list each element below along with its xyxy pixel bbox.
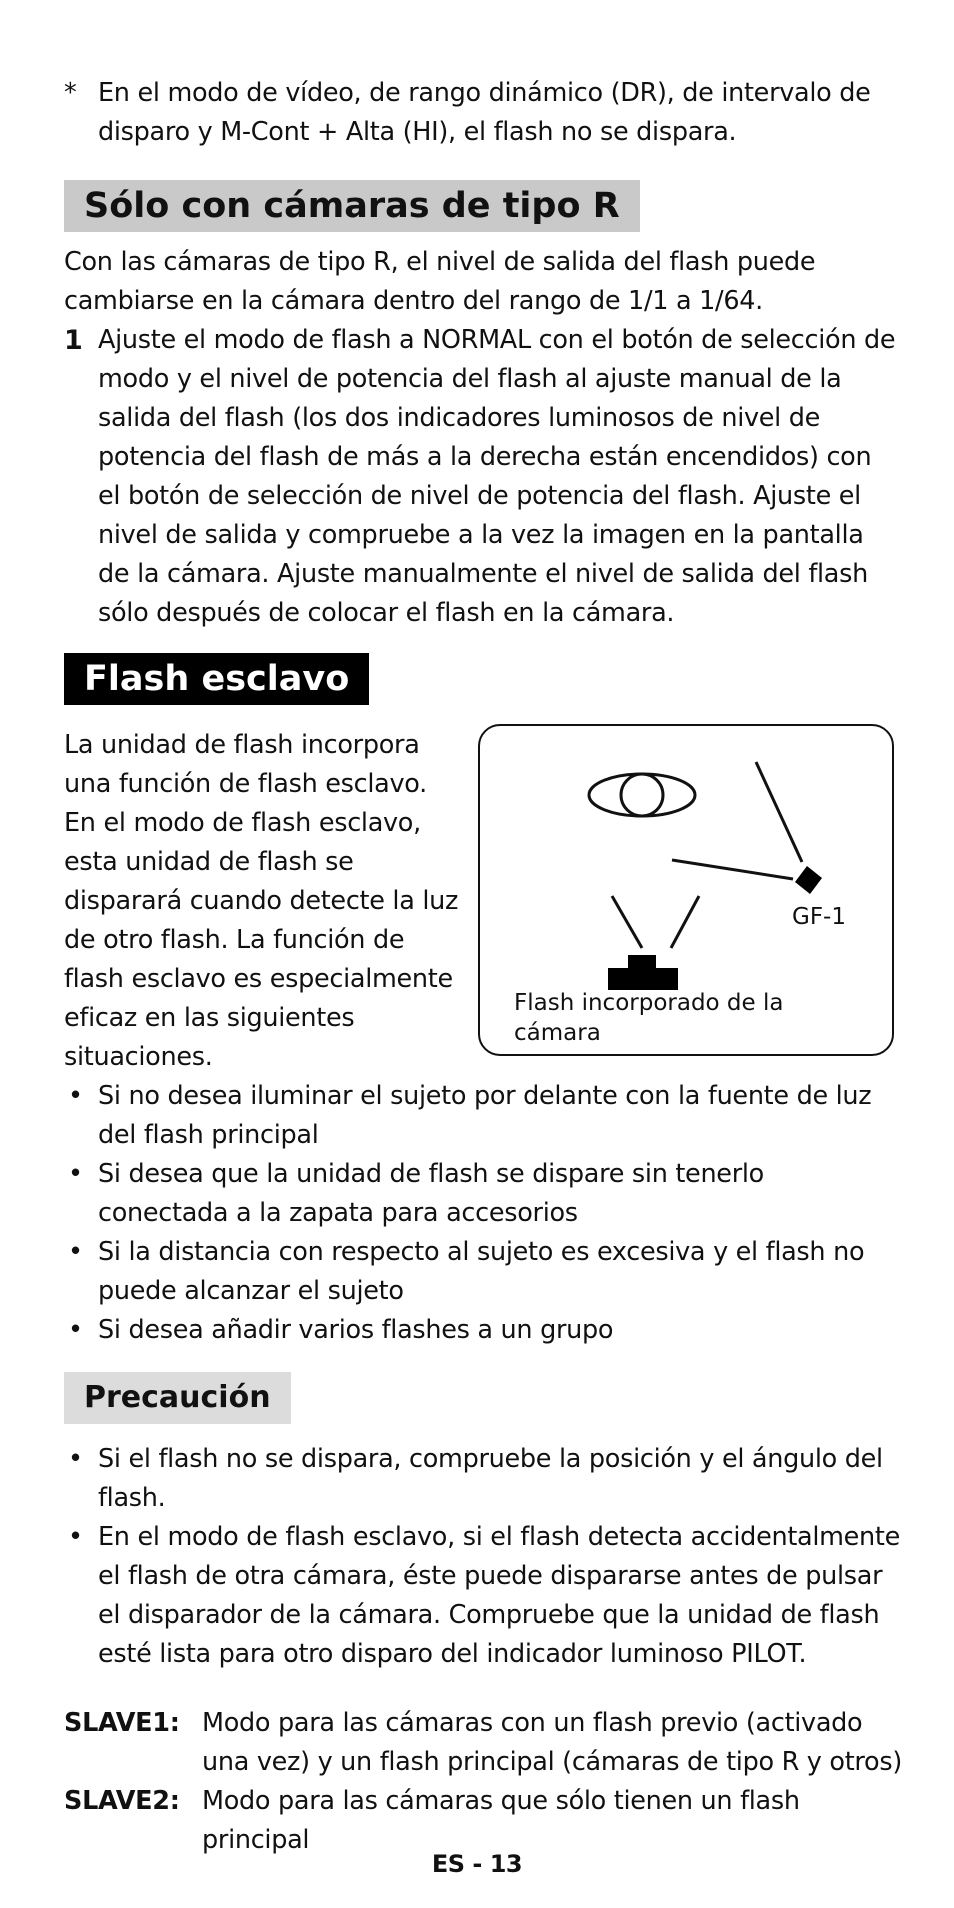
definition-desc: Modo para las cámaras con un flash previo (activado una vez) y un flash principal (cámaras de tipo R y otros) (202, 1708, 902, 1777)
step-number: 1 (64, 325, 83, 356)
section-title-caution: Precaución (64, 1372, 291, 1424)
list-item (64, 1233, 900, 1311)
note-asterisk: * (64, 78, 77, 108)
page-number: ES - 13 (431, 1850, 523, 1878)
camera-body-icon (608, 968, 678, 990)
list-item-text: Si no desea iluminar el sujeto por delante con la fuente de luz del flash principal (98, 1081, 872, 1150)
slave-flash-diagram (478, 724, 894, 1056)
slave-flash-intro: La unidad de flash incorpora una función de flash esclavo. En el modo de flash esclavo, esta unidad de flash se disparará cuando detecte la luz de otro flash. La función de flash esclavo es especialmente eficaz en las siguientes situaciones. (64, 730, 459, 1072)
bullet-glyph: • (68, 1315, 83, 1345)
light-ray-upper (756, 762, 802, 862)
bullet-glyph: • (68, 1444, 83, 1474)
step-1 (64, 321, 900, 633)
list-item (64, 1155, 900, 1233)
section-title-r-cameras: Sólo con cámaras de tipo R (64, 180, 640, 232)
caution-list (64, 1440, 900, 1674)
list-item-text: Si desea que la unidad de flash se dispare sin tenerlo conectada a la zapata para accesorios (98, 1159, 764, 1228)
definition-term: SLAVE1: (64, 1708, 180, 1738)
list-item-text: Si el flash no se dispara, compruebe la posición y el ángulo del flash. (98, 1444, 883, 1513)
step-text: Ajuste el modo de flash a NORMAL con el botón de selección de modo y el nivel de potencia del flash al ajuste manual de la salida del flash (los dos indicadores luminosos de nivel de potencia del flash de más a la derecha están encendidos) con el botón de selección de nivel de potencia del flash. Ajuste el nivel de salida y compruebe a la vez la imagen en la pantalla de la cámara. Ajuste manualmente el nivel de salida del flash sólo después de colocar el flash en la cámara. (98, 325, 896, 628)
subject-pupil-icon (621, 774, 663, 816)
light-ray-right (671, 896, 699, 948)
definition-slave1 (64, 1704, 914, 1782)
list-item (64, 1311, 900, 1350)
camera-flash-icon (628, 955, 656, 970)
bullet-glyph: • (68, 1081, 83, 1111)
light-ray-left (612, 896, 642, 948)
note-text: En el modo de vídeo, de rango dinámico (DR), de intervalo de disparo y M-Cont + Alta (HI), el flash no se dispara. (98, 78, 871, 147)
light-ray-middle (672, 860, 793, 879)
video-mode-note (64, 74, 894, 152)
r-cameras-intro: Con las cámaras de tipo R, el nivel de salida del flash puede cambiarse en la cámara dentro del rango de 1/1 a 1/64. (64, 247, 816, 316)
gf1-flash-icon (795, 866, 822, 894)
list-item-text: Si desea añadir varios flashes a un grupo (98, 1315, 614, 1345)
definition-term: SLAVE2: (64, 1786, 180, 1816)
section-title-slave-flash: Flash esclavo (64, 653, 369, 705)
gf1-label: GF-1 (792, 904, 846, 930)
bullet-glyph: • (68, 1237, 83, 1267)
list-item (64, 1518, 900, 1674)
list-item-text: En el modo de flash esclavo, si el flash detecta accidentalmente el flash de otra cámara, éste puede dispararse antes de pulsar el disparador de la cámara. Compruebe que la unidad de flash esté lista para otro disparo del indicador luminoso PILOT. (98, 1522, 901, 1669)
definition-slave2 (64, 1782, 914, 1860)
bullet-glyph: • (68, 1522, 83, 1552)
slave-situations-list (64, 1077, 900, 1350)
camera-flash-label: Flash incorporado de la cámara (514, 990, 784, 1046)
subject-eye-icon (589, 774, 695, 816)
definition-desc: Modo para las cámaras que sólo tienen un flash principal (202, 1786, 800, 1855)
list-item-text: Si la distancia con respecto al sujeto es excesiva y el flash no puede alcanzar el sujeto (98, 1237, 865, 1306)
slave-mode-definitions (64, 1704, 914, 1860)
list-item (64, 1077, 900, 1155)
bullet-glyph: • (68, 1159, 83, 1189)
list-item (64, 1440, 900, 1518)
